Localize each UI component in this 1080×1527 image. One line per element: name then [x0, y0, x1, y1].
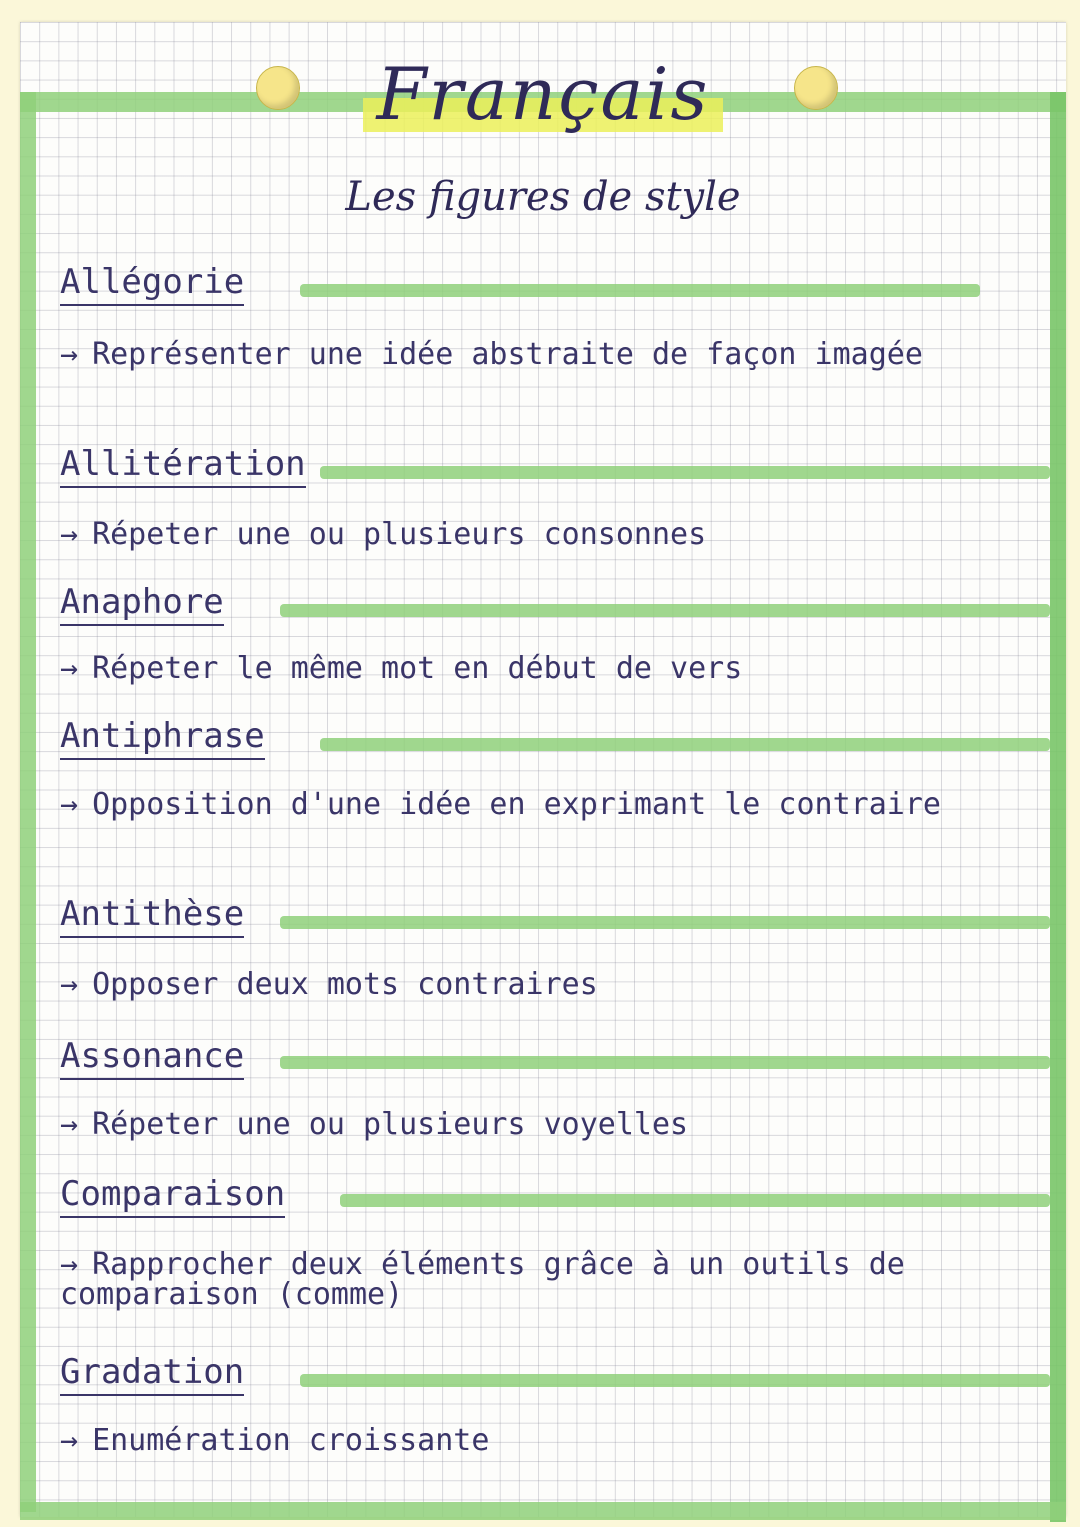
term-assonance: Assonance: [60, 1036, 244, 1080]
arrow-icon: →: [60, 1107, 79, 1142]
term-highlight-bar: [280, 1056, 1050, 1069]
term-highlight-bar: [320, 738, 1050, 751]
term-highlight-bar: [300, 284, 980, 297]
arrow-icon: →: [60, 967, 79, 1002]
definition-gradation: [60, 1423, 980, 1458]
definition-text: Enumération croissante: [92, 1423, 490, 1458]
term-highlight-bar: [280, 916, 1050, 929]
highlight-frame-right: [1050, 92, 1066, 1522]
term-comparaison: Comparaison: [60, 1174, 285, 1218]
arrow-icon: →: [60, 517, 79, 552]
term-gradation: Gradation: [60, 1352, 244, 1396]
definition-comparaison: [60, 1247, 980, 1312]
term-highlight-bar: [340, 1194, 1050, 1207]
highlight-frame-left: [20, 92, 36, 1512]
definition-allegorie: [60, 337, 980, 372]
highlight-frame-bottom: [20, 1502, 1066, 1520]
definition-antithese: [60, 967, 980, 1002]
page-title: Français: [20, 52, 1066, 136]
arrow-icon: →: [60, 1423, 79, 1458]
term-antiphrase: Antiphrase: [60, 716, 265, 760]
term-allegorie: Allégorie: [60, 262, 244, 306]
definition-text: Répeter une ou plusieurs consonnes: [92, 517, 707, 552]
definition-text: Rapprocher deux éléments grâce à un outils de comparaison (comme): [60, 1247, 905, 1312]
term-anaphore: Anaphore: [60, 582, 224, 626]
arrow-icon: →: [60, 1247, 79, 1282]
term-alliteration: Allitération: [60, 444, 306, 488]
definition-text: Représenter une idée abstraite de façon imagée: [92, 337, 923, 372]
definition-alliteration: [60, 517, 980, 552]
definition-text: Opposition d'une idée en exprimant le contraire: [92, 787, 941, 822]
term-highlight-bar: [320, 466, 1050, 479]
arrow-icon: →: [60, 337, 79, 372]
arrow-icon: →: [60, 651, 79, 686]
definition-text: Opposer deux mots contraires: [92, 967, 598, 1002]
definition-antiphrase: [60, 787, 980, 822]
notebook-page: [20, 22, 1066, 1517]
term-highlight-bar: [280, 604, 1050, 617]
definition-text: Répeter une ou plusieurs voyelles: [92, 1107, 689, 1142]
term-antithese: Antithèse: [60, 894, 244, 938]
definition-assonance: [60, 1107, 980, 1142]
arrow-icon: →: [60, 787, 79, 822]
definition-anaphore: [60, 651, 980, 686]
term-highlight-bar: [300, 1374, 1050, 1387]
page-subtitle: Les figures de style: [345, 174, 741, 220]
definition-text: Répeter le même mot en début de vers: [92, 651, 743, 686]
